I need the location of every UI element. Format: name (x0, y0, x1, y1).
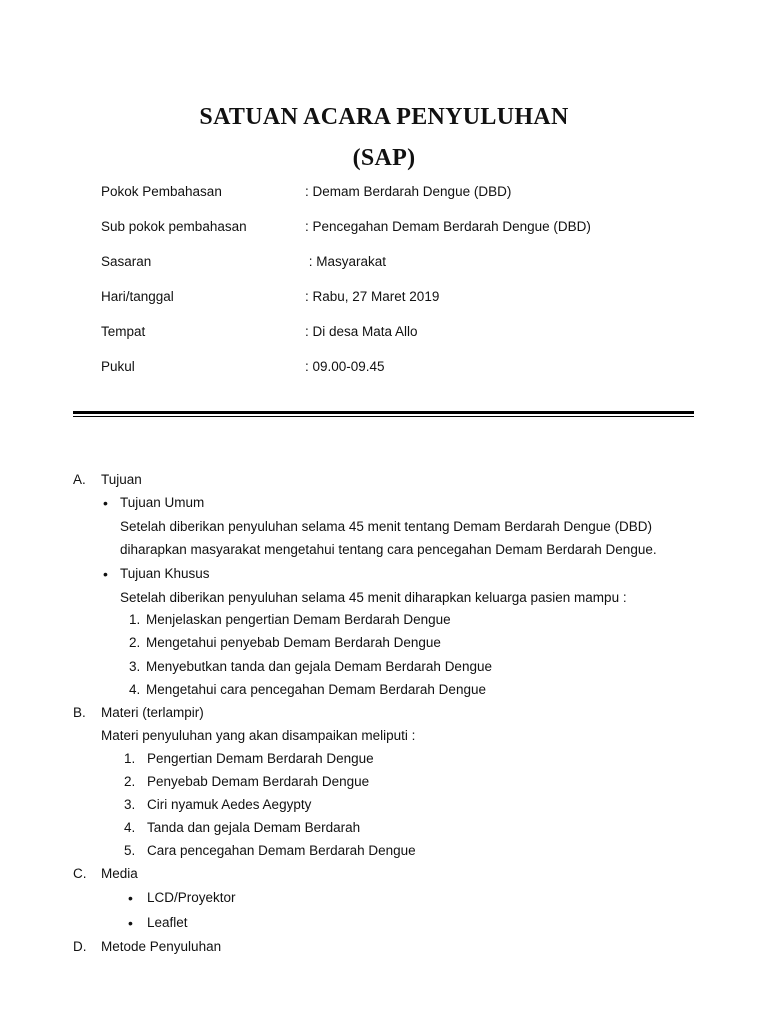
list-number: 4. (124, 820, 136, 835)
list-item: Penyebab Demam Berdarah Dengue (147, 774, 370, 789)
list-number: 5. (124, 843, 136, 858)
list-number: 3. (124, 797, 136, 812)
document-title: SATUAN ACARA PENYULUHAN (199, 104, 569, 130)
bullet-icon: • (128, 890, 133, 906)
list-item: Leaflet (147, 915, 188, 930)
list-item: Menyebutkan tanda dan gejala Demam Berdarah Dengue (146, 659, 492, 674)
list-item: Cara pencegahan Demam Berdarah Dengue (147, 843, 416, 858)
info-label: Sasaran (101, 254, 152, 269)
paragraph-text: Setelah diberikan penyuluhan selama 45 menit diharapkan keluarga pasien mampu : (120, 590, 627, 605)
list-item: Mengetahui penyebab Demam Berdarah Dengue (146, 635, 441, 650)
document-subtitle: (SAP) (352, 145, 416, 171)
list-number: 2. (129, 635, 141, 650)
paragraph-text: Materi penyuluhan yang akan disampaikan meliputi : (101, 728, 416, 743)
section-heading: Media (101, 866, 138, 881)
paragraph-text: Setelah diberikan penyuluhan selama 45 menit tentang Demam Berdarah Dengue (DBD) (120, 519, 653, 534)
list-number: 4. (129, 682, 141, 697)
section-marker: A. (73, 472, 86, 487)
info-value: : Rabu, 27 Maret 2019 (305, 289, 440, 304)
subsection-heading: Tujuan Umum (120, 495, 205, 510)
info-label: Hari/tanggal (101, 289, 174, 304)
bullet-icon: • (103, 495, 108, 511)
subsection-heading: Tujuan Khusus (120, 566, 210, 581)
info-label: Pukul (101, 359, 135, 374)
section-heading: Tujuan (101, 472, 142, 487)
list-number: 2. (124, 774, 136, 789)
list-item: Ciri nyamuk Aedes Aegypty (147, 797, 312, 812)
section-marker: D. (73, 939, 87, 954)
list-item: Menjelaskan pengertian Demam Berdarah Dengue (146, 612, 451, 627)
info-value: : Masyarakat (305, 254, 387, 269)
section-marker: B. (73, 705, 86, 720)
list-item: Tanda dan gejala Demam Berdarah (147, 820, 361, 835)
divider-thin (73, 416, 694, 417)
paragraph-text: diharapkan masyarakat mengetahui tentang cara pencegahan Demam Berdarah Dengue. (120, 542, 657, 557)
divider-thick (73, 411, 694, 414)
info-value: : Di desa Mata Allo (305, 324, 418, 339)
list-item: Mengetahui cara pencegahan Demam Berdarah Dengue (146, 682, 486, 697)
info-label: Tempat (101, 324, 146, 339)
info-value: : Pencegahan Demam Berdarah Dengue (DBD) (305, 219, 591, 234)
info-label: Sub pokok pembahasan (101, 219, 247, 234)
list-item: LCD/Proyektor (147, 890, 236, 905)
info-value: : Demam Berdarah Dengue (DBD) (305, 184, 512, 199)
list-item: Pengertian Demam Berdarah Dengue (147, 751, 374, 766)
info-value: : 09.00-09.45 (305, 359, 385, 374)
bullet-icon: • (103, 566, 108, 582)
bullet-icon: • (128, 915, 133, 931)
list-number: 1. (129, 612, 141, 627)
list-number: 3. (129, 659, 141, 674)
section-marker: C. (73, 866, 87, 881)
list-number: 1. (124, 751, 136, 766)
info-label: Pokok Pembahasan (101, 184, 222, 199)
section-heading: Metode Penyuluhan (101, 939, 222, 954)
section-heading: Materi (terlampir) (101, 705, 204, 720)
